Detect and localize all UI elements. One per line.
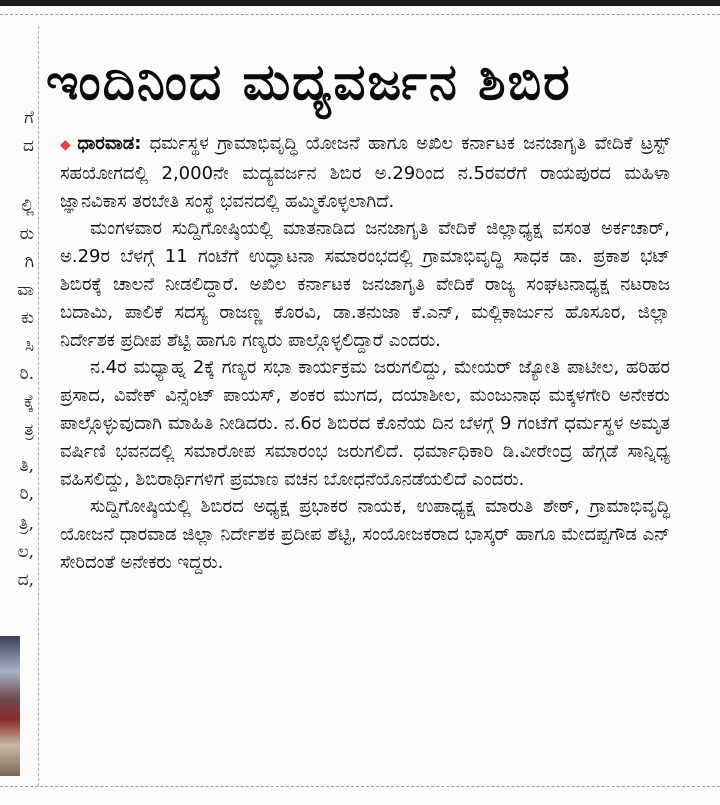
adjacent-fragment: ದ: [23, 136, 34, 156]
dateline: ಧಾರವಾಡ:: [77, 133, 142, 154]
adjacent-fragment: ತ್ರಿ,: [18, 514, 34, 534]
adjacent-fragment: ದ,: [17, 570, 34, 590]
article-paragraph: [60, 130, 670, 215]
article-paragraph: ಮಂಗಳವಾರ ಸುದ್ದಿಗೋಷ್ಠಿಯಲ್ಲಿ ಮಾತನಾಡಿದ ಜನಜಾಗೃತಿ ವೇದಿಕೆ ಜಿಲ್ಲಾಧ್ಯಕ್ಷ ವಸಂತ ಅರ್ಕಚಾರ್, ಅ.29ರ ಬೆಳಗ್ಗೆ 11 ಗಂಟೆಗೆ ಉದ್ಘಾಟನಾ ಸಮಾರಂಭದಲ್ಲಿ ಗ್ರಾಮಾಭಿವೃದ್ಧಿ ಸಾಧಕ ಡಾ. ಪ್ರಕಾಶ ಭಟ್ ಶಿಬಿರಕ್ಕೆ ಚಾಲನೆ ನೀಡಲಿದ್ದಾರೆ. ಅಖಿಲ ಕರ್ನಾಟಕ ಜನಜಾಗೃತಿ ವೇದಿಕೆ ರಾಜ್ಯ ಸಂಘಟನಾಧ್ಯಕ್ಷ ನಟರಾಜ ಬದಾಮಿ, ಪಾಲಿಕೆ ಸದಸ್ಯ ರಾಜಣ್ಣ ಕೊರವಿ, ಡಾ.ತನುಜಾ ಕೆ.ಎನ್, ಮಲ್ಲಿಕಾರ್ಜುನ ಹೊಸೂರ, ಜಿಲ್ಲಾ ನಿರ್ದೇಶಕ ಪ್ರದೀಪ ಶೆಟ್ಟಿ ಹಾಗೂ ಗಣ್ಯರು ಪಾಲ್ಗೊಳ್ಳಲಿದ್ದಾರೆ ಎಂದರು.: [60, 218, 670, 351]
bottom-border-line: [0, 786, 720, 787]
article-headline: ಇಂದಿನಿಂದ ಮದ್ಯವರ್ಜನ ಶಿಬಿರ: [46, 53, 572, 111]
adjacent-fragment: ರಿ.: [19, 364, 34, 384]
adjacent-fragment: ತ್ರ: [24, 420, 34, 440]
adjacent-fragment: ಲ್ಲಿ: [21, 196, 34, 216]
article-body: [60, 130, 670, 577]
adjacent-fragment: ಕು: [20, 308, 34, 328]
adjacent-fragment: ಲ,: [17, 542, 34, 562]
article-paragraph: ನ.4ರ ಮಧ್ಯಾಹ್ನ 2ಕ್ಕೆ ಗಣ್ಯರ ಸಭಾ ಕಾರ್ಯಕ್ರಮ ಜರುಗಲಿದ್ದು, ಮೇಯರ್ ಜ್ಯೋತಿ ಪಾಟೀಲ, ಹರಿಹರ ಪ್ರಸಾದ, ವಿವೇಕ್ ವಿನ್ಸೆಂಟ್ ಪಾಯಸ್, ಶಂಕರ ಮುಗದ, ದಯಾಶೀಲ, ಮಂಜುನಾಥ ಮಕ್ಕಳಗೇರಿ ಅನೇಕರು ಪಾಲ್ಗೊಳ್ಳುವುದಾಗಿ ಮಾಹಿತಿ ನೀಡಿದರು. ನ.6ರ ಶಿಬಿರದ ಕೊನೆಯ ದಿನ ಬೆಳಗ್ಗೆ 9 ಗಂಟೆಗೆ ಧರ್ಮಸ್ಥಳ ಅಮೃತ ವರ್ಷಿಣಿ ಭವನದಲ್ಲಿ ಸಮಾರೋಪ ಸಮಾರಂಭ ಜರುಗಲಿದೆ. ಧರ್ಮಾಧಿಕಾರಿ ಡಿ.ವೀರೇಂದ್ರ ಹೆಗ್ಗಡೆ ಸಾನ್ನಿಧ್ಯ ವಹಿಸಲಿದ್ದು, ಶಿಬಿರಾರ್ಥಿಗಳಿಗೆ ಪ್ರಮಾಣ ವಚನ ಬೋಧನೆಯೊನಡೆಯಲಿದೆ ಎಂದರು.: [60, 357, 670, 490]
adjacent-fragment: ರು: [19, 224, 34, 244]
adjacent-fragment: ರಿ,: [19, 484, 34, 504]
adjacent-photo: [0, 636, 20, 776]
paragraph-text: ಧರ್ಮಸ್ಥಳ ಗ್ರಾಮಾಭಿವೃದ್ಧಿ ಯೋಜನೆ ಹಾಗೂ ಅಖಿಲ ಕರ್ನಾಟಕ ಜನಜಾಗೃತಿ ವೇದಿಕೆ ಟ್ರಸ್ಟ್ ಸಹಯೋಗದಲ್ಲಿ 2,000ನೇ ಮದ್ಯವರ್ಜನ ಶಿಬಿರ ಅ.29ರಿಂದ ನ.5ರವರೆಗೆ ರಾಯಪುರದ ಮಹಿಳಾ ಜ್ಞಾನವಿಕಾಸ ತರಬೇತಿ ಸಂಸ್ಥೆ ಭವನದಲ್ಲಿ ಹಮ್ಮಿಕೊಳ್ಳಲಾಗಿದೆ.: [60, 133, 670, 212]
adjacent-fragment: ಗೆ: [24, 108, 34, 128]
adjacent-fragment: ಕ್ಕೆ: [24, 392, 34, 412]
adjacent-fragment: ಗಿ: [24, 252, 34, 272]
adjacent-fragment: ಸಿ: [24, 336, 34, 356]
column-divider: [38, 26, 39, 786]
adjacent-fragment: ವಾ: [17, 280, 34, 300]
adjacent-fragment: ತಿ,: [19, 456, 34, 476]
bullet-icon: ◆: [60, 137, 74, 153]
top-border-line: [0, 14, 720, 15]
article-paragraph: ಸುದ್ದಿಗೋಷ್ಠಿಯಲ್ಲಿ ಶಿಬಿರದ ಅಧ್ಯಕ್ಷ ಪ್ರಭಾಕರ ನಾಯಕ, ಉಪಾಧ್ಯಕ್ಷ ಮಾರುತಿ ಶೇಠ್, ಗ್ರಾಮಾಭಿವೃದ್ಧಿ ಯೋಜನೆ ಧಾರವಾಡ ಜಿಲ್ಲಾ ನಿರ್ದೇಶಕ ಪ್ರದೀಪ ಶೆಟ್ಟಿ, ಸಂಯೋಜಕರಾದ ಭಾಸ್ಕರ್ ಹಾಗೂ ಮೇದಪ್ಪಗೌಡ ಎನ್ ಸೇರಿದಂತೆ ಅನೇಕರು ಇದ್ದರು.: [60, 496, 670, 573]
